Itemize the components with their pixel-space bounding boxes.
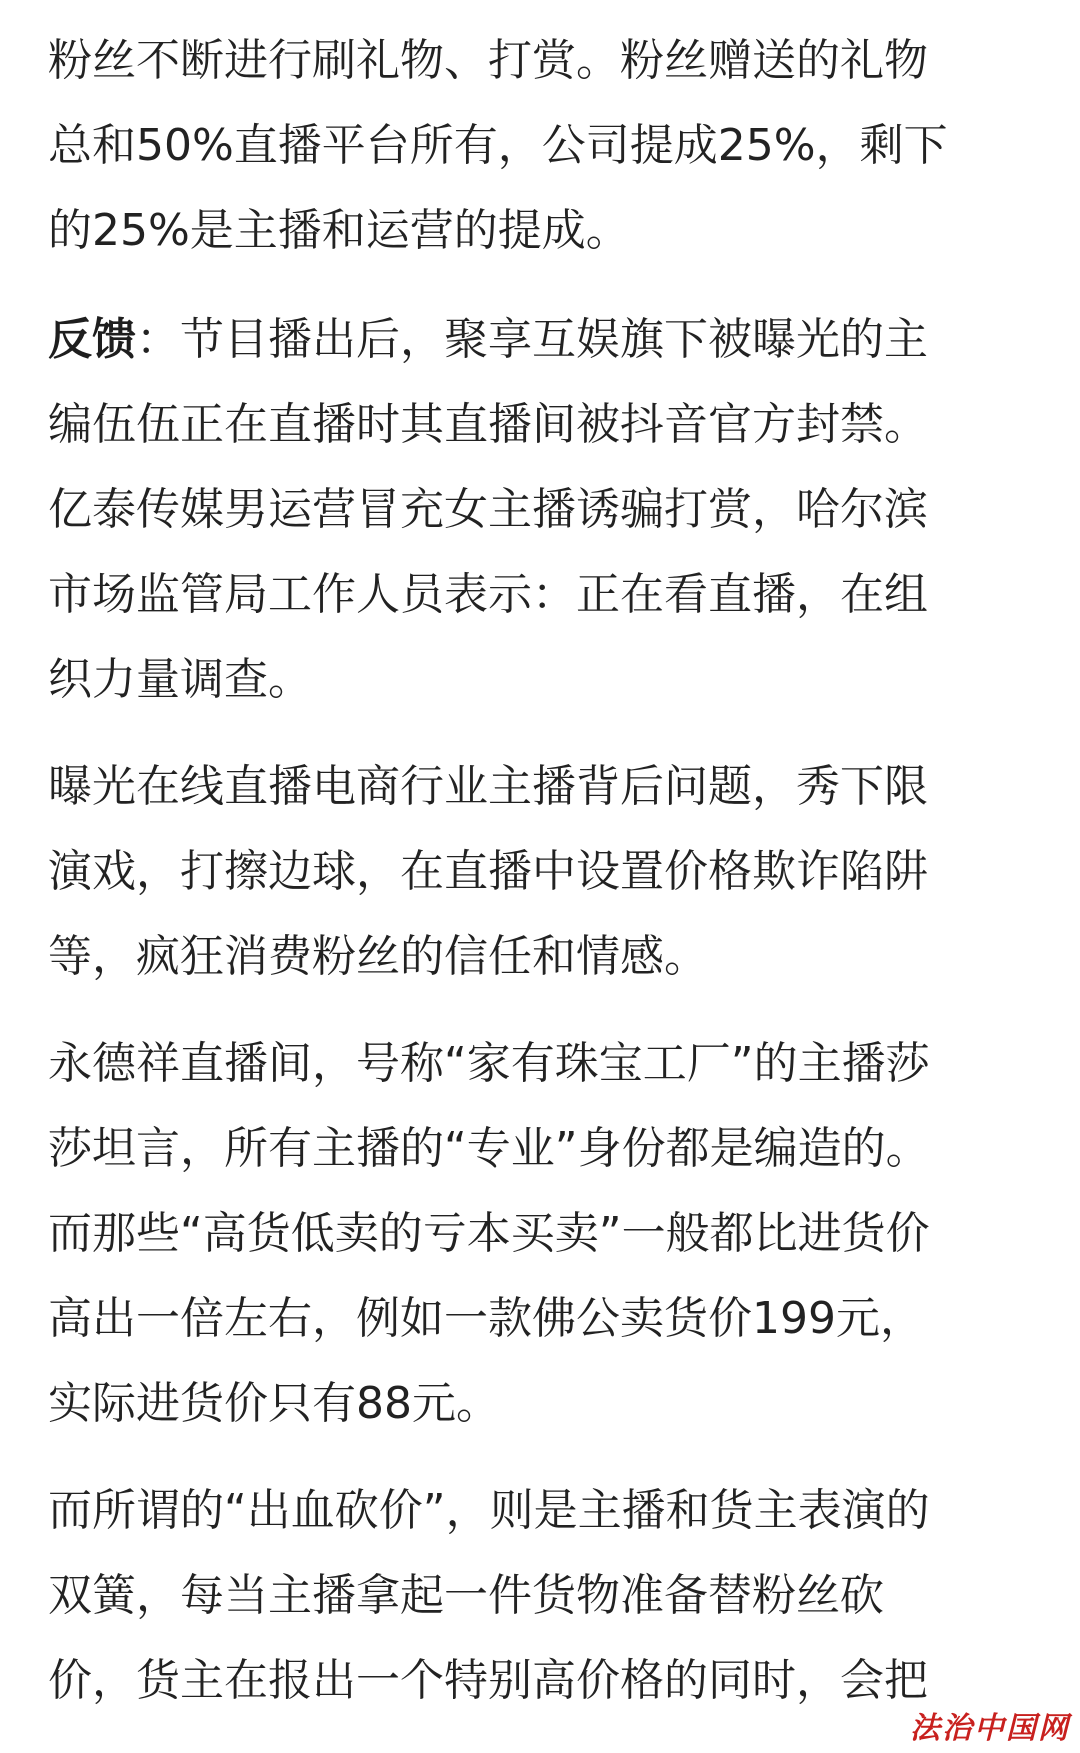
text-line: 等，疯狂消费粉丝的信任和情感。 [48, 931, 708, 982]
text-line: 编伍伍正在直播时其直播间被抖音官方封禁。 [48, 399, 928, 450]
text-line: 粉丝不断进行刷礼物、打赏。粉丝赠送的礼物 [48, 35, 928, 86]
feedback-text: ：节目播出后，聚享互娱旗下被曝光的主 [136, 314, 928, 365]
text-line: 价，货主在报出一个特别高价格的同时，会把 [48, 1655, 928, 1706]
watermark-logo: 法治中国网 [910, 1711, 1070, 1746]
text-line: 双簧，每当主播拿起一件货物准备替粉丝砍 [48, 1570, 884, 1621]
text-line: 市场监管局工作人员表示：正在看直播，在组 [48, 569, 928, 620]
text-line: 亿泰传媒男运营冒充女主播诱骗打赏，哈尔滨 [48, 484, 928, 535]
text-line: 高出一倍左右，例如一款佛公卖货价199元， [48, 1293, 924, 1344]
paragraph-bargaining [48, 1468, 1028, 1723]
paragraph-feedback [48, 297, 1028, 722]
paragraph-exposure [48, 744, 1028, 999]
paragraph-gift-revenue [48, 18, 1028, 273]
text-line: 实际进货价只有88元。 [48, 1378, 500, 1429]
text-line: 莎坦言，所有主播的“专业”身份都是编造的。 [48, 1123, 930, 1174]
text-line: 织力量调查。 [48, 654, 312, 705]
text-line: 演戏，打擦边球，在直播中设置价格欺诈陷阱 [48, 846, 928, 897]
text-line: 的25%是主播和运营的提成。 [48, 205, 630, 256]
text-line: 永德祥直播间，号称“家有珠宝工厂”的主播莎 [48, 1038, 930, 1089]
text-line: 曝光在线直播电商行业主播背后问题，秀下限 [48, 761, 928, 812]
feedback-label: 反馈 [48, 314, 136, 365]
text-line: 而所谓的“出血砍价”，则是主播和货主表演的 [48, 1485, 930, 1536]
text-line: 而那些“高货低卖的亏本买卖”一般都比进货价 [48, 1208, 930, 1259]
paragraph-yongdexiang [48, 1021, 1028, 1446]
text-line: 总和50%直播平台所有，公司提成25%，剩下 [48, 120, 948, 171]
article-body [48, 18, 1028, 1745]
text-line [48, 297, 1028, 382]
